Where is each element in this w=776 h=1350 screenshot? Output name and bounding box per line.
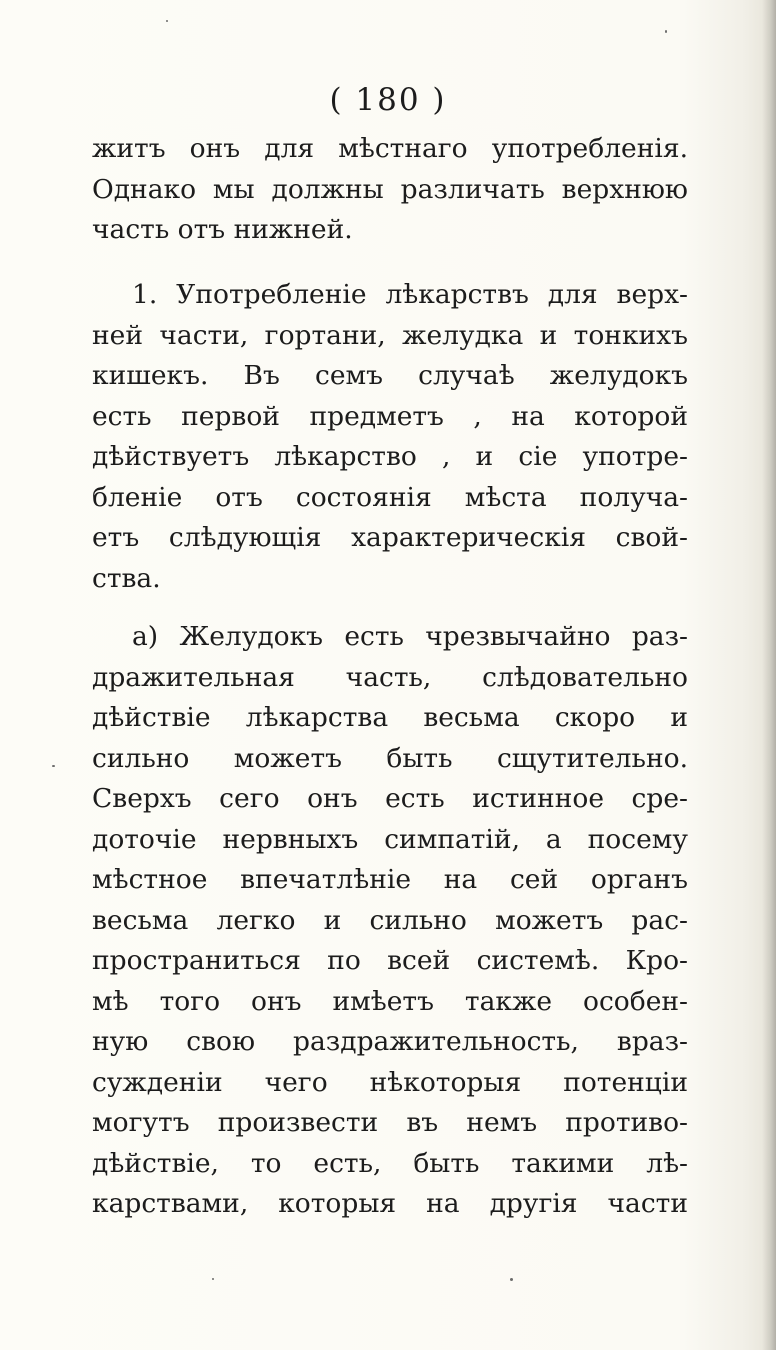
text-line: доточіе нервныхъ симпатій, а посему	[92, 823, 688, 855]
text-line: мѣ того онъ имѣетъ также особен-	[92, 985, 688, 1017]
text-line: Однако мы должны различать верхнюю	[92, 173, 688, 205]
text-line: сильно можетъ быть сщутительно.	[92, 742, 688, 774]
paper-speck	[166, 20, 168, 22]
text-line: пространиться по всей системѣ. Кро-	[92, 945, 688, 976]
page-edge-shadow	[762, 0, 776, 1350]
text-line: ную свою раздражительность, враз-	[92, 1026, 688, 1057]
text-line: дѣйствуетъ лѣкарство , и сіе употре-	[92, 441, 688, 472]
paper-speck	[52, 765, 55, 767]
text-line: дражительная часть, слѣдовательно	[92, 661, 688, 693]
text-line: бленіе отъ состоянія мѣста получа-	[92, 481, 688, 513]
paragraph-2	[92, 275, 688, 599]
text-line: етъ слѣдующія характерическія свой-	[92, 522, 688, 553]
text-line: могутъ произвести въ немъ противо-	[92, 1107, 688, 1138]
paragraph-1	[92, 129, 688, 251]
text-line: ней части, гортани, желудка и тонкихъ	[92, 319, 688, 351]
text-line: есть первой предметъ , на которой	[92, 400, 688, 432]
text-line: кишекъ. Въ семъ случаѣ желудокъ	[92, 360, 688, 391]
text-line: карствами, которыя на другія части	[92, 1188, 688, 1219]
paper-speck	[665, 30, 667, 33]
text-line: мѣстное впечатлѣніе на сей органъ	[92, 864, 688, 895]
text-line: житъ онъ для мѣстнаго употребленія.	[92, 133, 688, 164]
text-line: 1. Употребленіе лѣкарствъ для верх-	[132, 279, 688, 310]
text-line: дѣйствіе лѣкарства весьма скоро и	[92, 702, 688, 733]
paragraph-3	[92, 617, 688, 1225]
text-line: сужденіи чего нѣкоторыя потенціи	[92, 1066, 688, 1098]
paper-speck	[212, 1278, 214, 1280]
text-line: Сверхъ сего онъ есть истинное сре-	[92, 783, 688, 814]
page-number: ( 180 )	[329, 82, 447, 118]
text-line: весьма легко и сильно можетъ рас-	[92, 904, 688, 936]
text-line: дѣйствіе, то есть, быть такими лѣ-	[92, 1147, 688, 1179]
text-line: часть отъ нижней.	[92, 214, 353, 245]
text-line: а) Желудокъ есть чрезвычайно раз-	[132, 621, 688, 652]
text-line: ства.	[92, 562, 161, 594]
paper-speck	[510, 1278, 513, 1281]
